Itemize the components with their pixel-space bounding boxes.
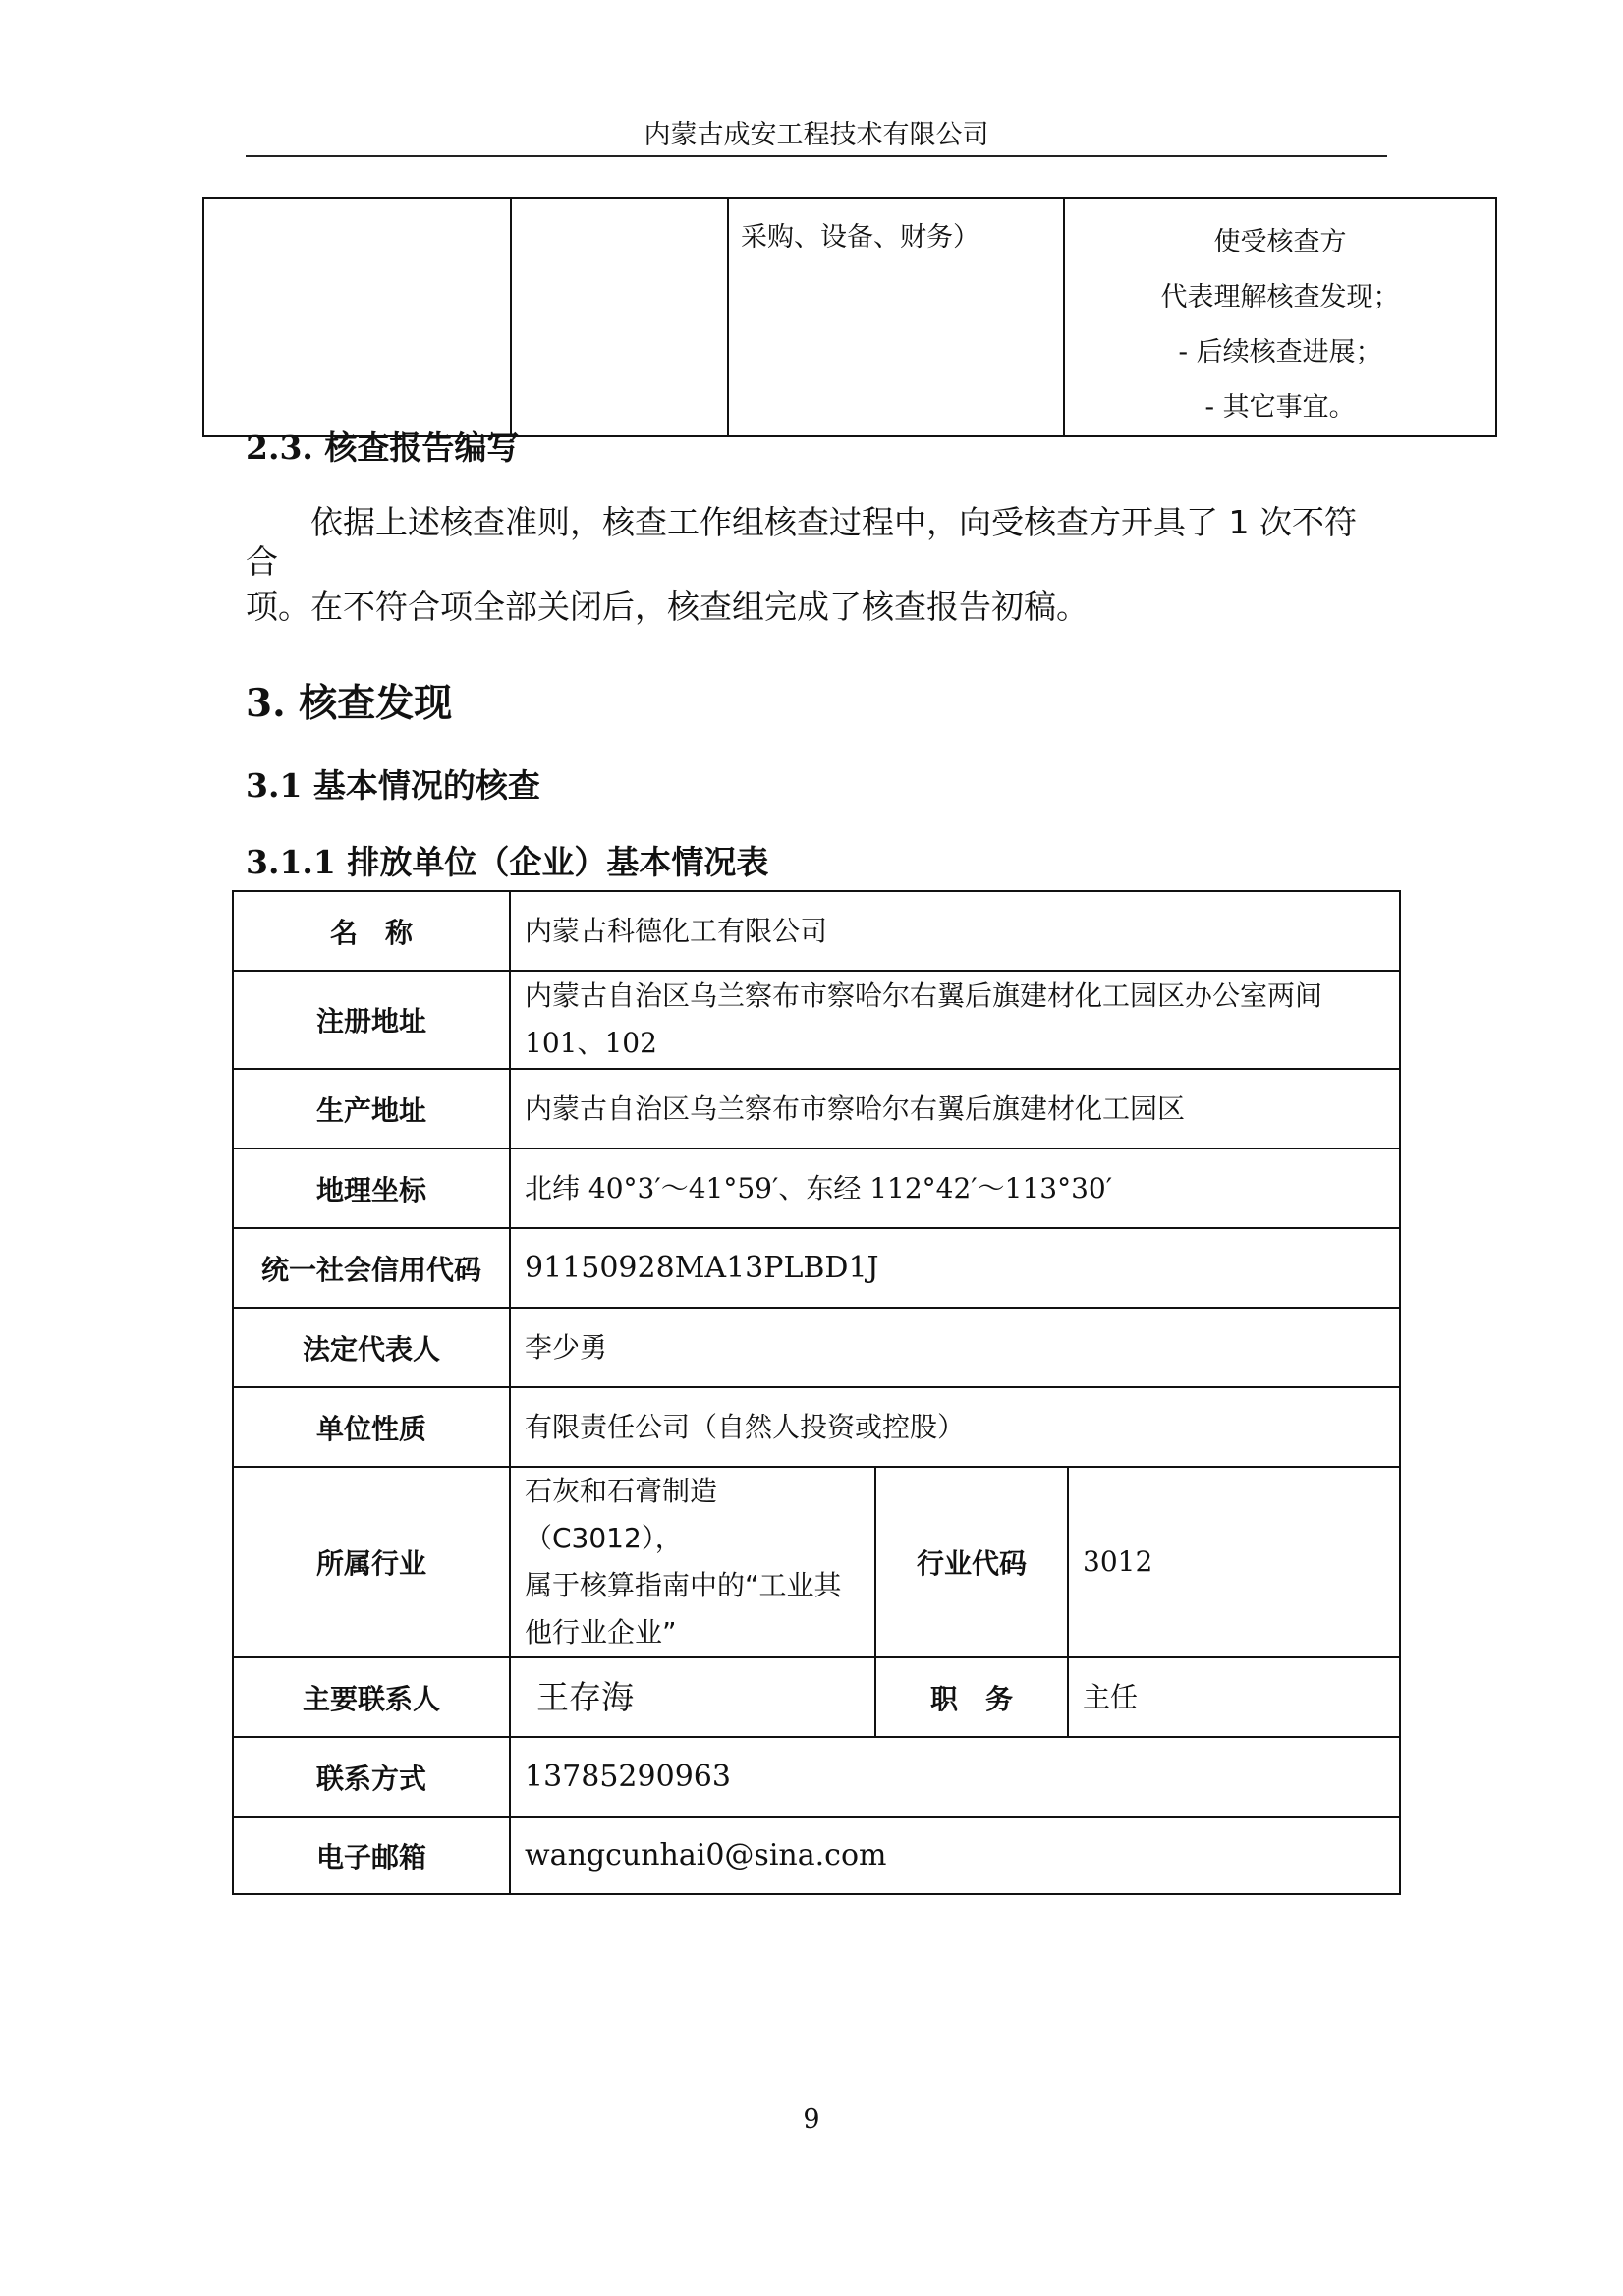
value-email: wangcunhai0@sina.com: [510, 1817, 1400, 1894]
value-phone: 13785290963: [510, 1737, 1400, 1817]
value-geo: 北纬 40°3′～41°59′、东经 112°42′～113°30′: [510, 1148, 1400, 1228]
basic-info-table: [232, 890, 1401, 1895]
paragraph-line-1: 依据上述核查准则，核查工作组核查过程中，向受核查方开具了 1 次不符合: [246, 503, 1357, 581]
reg-address-line-2: 101、102: [525, 1027, 657, 1059]
label-credit-code: 统一社会信用代码: [233, 1228, 510, 1308]
page-header: [246, 116, 1387, 157]
row-email: [233, 1817, 1400, 1894]
value-name: 内蒙古科德化工有限公司: [510, 891, 1400, 971]
continued-cell-4: [1064, 198, 1496, 436]
value-industry-code: 3012: [1068, 1467, 1400, 1657]
continued-cell-3: [728, 198, 1064, 436]
value-credit-code: 91150928MA13PLBD1J: [510, 1228, 1400, 1308]
heading-3-1: 3.1 基本情况的核查: [246, 766, 540, 805]
label-industry-code: 行业代码: [875, 1467, 1068, 1657]
continued-line-4: - 其它事宜。: [1204, 392, 1356, 422]
industry-line-1: 石灰和石膏制造（C3012），: [525, 1475, 718, 1554]
value-nature: 有限责任公司（自然人投资或控股）: [510, 1387, 1400, 1467]
paragraph-line-2: 项。在不符合项全部关闭后，核查组完成了核查报告初稿。: [246, 588, 1089, 626]
label-position: 职 务: [875, 1657, 1068, 1737]
label-email: 电子邮箱: [233, 1817, 510, 1894]
value-position: 主任: [1068, 1657, 1400, 1737]
label-industry: 所属行业: [233, 1467, 510, 1657]
row-geo: [233, 1148, 1400, 1228]
continued-cell-2: [511, 198, 728, 436]
continued-line-2: 代表理解核查发现；: [1160, 282, 1400, 312]
row-nature: [233, 1387, 1400, 1467]
row-reg-address: [233, 971, 1400, 1069]
continued-cell-3-text: 采购、设备、财务）: [741, 222, 979, 252]
label-prod-address: 生产地址: [233, 1069, 510, 1148]
value-industry: [510, 1467, 875, 1657]
value-legal-rep: 李少勇: [510, 1308, 1400, 1387]
row-industry: [233, 1467, 1400, 1657]
heading-3-1-1: 3.1.1 排放单位（企业）基本情况表: [246, 843, 769, 881]
value-contact: 王存海: [510, 1657, 875, 1737]
row-name: [233, 891, 1400, 971]
value-prod-address: 内蒙古自治区乌兰察布市察哈尔右翼后旗建材化工园区: [510, 1069, 1400, 1148]
continued-line-3: - 后续核查进展；: [1178, 337, 1382, 367]
label-reg-address: 注册地址: [233, 971, 510, 1069]
label-phone: 联系方式: [233, 1737, 510, 1817]
row-credit-code: [233, 1228, 1400, 1308]
row-prod-address: [233, 1069, 1400, 1148]
header-company: 内蒙古成安工程技术有限公司: [644, 120, 989, 150]
row-legal-rep: [233, 1308, 1400, 1387]
row-contact: [233, 1657, 1400, 1737]
continued-cell-1: [203, 198, 511, 436]
continued-line-1: 使受核查方: [1213, 227, 1347, 257]
continued-table: [202, 197, 1497, 437]
row-phone: [233, 1737, 1400, 1817]
page-number: 9: [803, 2104, 820, 2135]
heading-2-3: 2.3. 核查报告编写: [246, 428, 520, 467]
label-geo: 地理坐标: [233, 1148, 510, 1228]
reg-address-line-1: 内蒙古自治区乌兰察布市察哈尔右翼后旗建材化工园区办公室两间: [525, 980, 1323, 1012]
value-reg-address: [510, 971, 1400, 1069]
label-name: 名 称: [233, 891, 510, 971]
industry-line-3: 他行业企业”: [525, 1616, 677, 1649]
industry-line-2: 属于核算指南中的“工业其: [525, 1569, 842, 1601]
heading-3: 3. 核查发现: [246, 681, 453, 726]
label-nature: 单位性质: [233, 1387, 510, 1467]
label-contact: 主要联系人: [233, 1657, 510, 1737]
label-legal-rep: 法定代表人: [233, 1308, 510, 1387]
